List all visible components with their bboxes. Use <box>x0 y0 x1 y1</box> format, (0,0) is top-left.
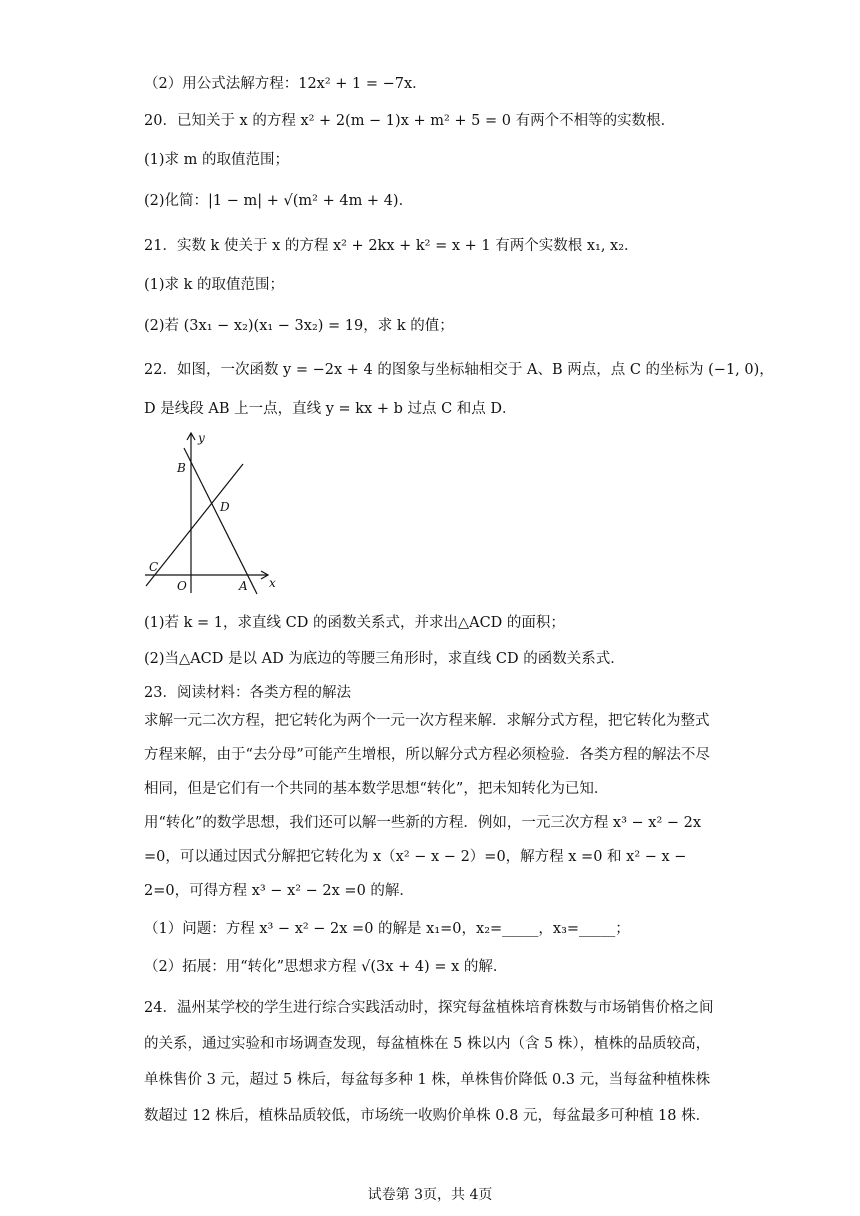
label-o: O <box>177 579 187 593</box>
q22-stem-line2: D 是线段 AB 上一点，直线 y = kx + b 过点 C 和点 D． <box>144 401 517 417</box>
q22-stem-line1: 22．如图，一次函数 y = −2x + 4 的图象与坐标轴相交于 A、B 两点，点 C 的坐标为 (−1, 0)， <box>144 362 774 378</box>
q23-title: 23．阅读材料：各类方程的解法 <box>144 685 351 701</box>
label-x: x <box>269 576 276 590</box>
q22-part1: (1)若 k = 1，求直线 CD 的函数关系式，并求出△ACD 的面积； <box>144 615 565 631</box>
q23-part2: （2）拓展：用“转化”思想求方程 √(3x + 4) = x 的解． <box>144 959 508 975</box>
q19-part2: （2）用公式法解方程：12x² + 1 = −7x． <box>144 76 427 92</box>
q23-paragraph1: 求解一元二次方程，把它转化为两个一元一次方程来解．求解分式方程，把它转化为整式方程来解，由于“去分母”可能产生增根，所以解分式方程必须检验．各类方程的解法不尽相同，但是它们有一个共同的基本数学思想“转化”，把未知转化为已知． <box>144 713 710 797</box>
label-b: B <box>177 461 186 475</box>
label-y: y <box>198 431 205 445</box>
q24-paragraph: 24．温州某学校的学生进行综合实践活动时，探究每盆植株培育株数与市场销售价格之间的关系，通过实验和市场调查发现，每盆植株在 5 株以内（含 5 株），植株的品质较高，单株售价 3 元，超过 5 株后，每盆每多种 1 株，单株售价降低 0.3 元，当每盆种植株株数超过 12 株后，植株品质较低，市场统一收购价单株 0.8 元，每盆最多可种植 18 株． <box>144 1000 714 1124</box>
q23-part1: （1）问题：方程 x³ − x² − 2x =0 的解是 x₁=0，x₂=_____，x₃=_____； <box>144 921 630 937</box>
page-footer: 试卷第 3页，共 4页 <box>367 1187 493 1203</box>
q20-part1: (1)求 m 的取值范围； <box>144 152 290 168</box>
q21-part2: (2)若 (3x₁ − x₂)(x₁ − 3x₂) = 19，求 k 的值； <box>144 318 454 334</box>
q23-paragraph2: 用“转化”的数学思想，我们还可以解一些新的方程．例如，一元三次方程 x³ − x² − 2x =0，可以通过因式分解把它转化为 x（x² − x − 2）=0，解方程 x =0 和 x² − x − 2=0，可得方程 x³ − x² − 2x =0 的解． <box>144 815 702 899</box>
q21-part1: (1)求 k 的取值范围； <box>144 277 285 293</box>
q20-part2: (2)化简：|1 − m| + √(m² + 4m + 4)． <box>144 193 414 209</box>
line-cd <box>146 464 243 586</box>
label-c: C <box>149 560 159 574</box>
line-ab <box>184 448 257 594</box>
q22-coordinate-figure <box>140 428 285 598</box>
label-a: A <box>239 579 248 593</box>
q20-stem: 20．已知关于 x 的方程 x² + 2(m − 1)x + m² + 5 = 0 有两个不相等的实数根． <box>144 113 676 129</box>
label-d: D <box>220 500 230 514</box>
q21-stem: 21．实数 k 使关于 x 的方程 x² + 2kx + k² = x + 1 有两个实数根 x₁, x₂． <box>144 238 639 254</box>
q22-part2: (2)当△ACD 是以 AD 为底边的等腰三角形时，求直线 CD 的函数关系式． <box>144 651 625 667</box>
